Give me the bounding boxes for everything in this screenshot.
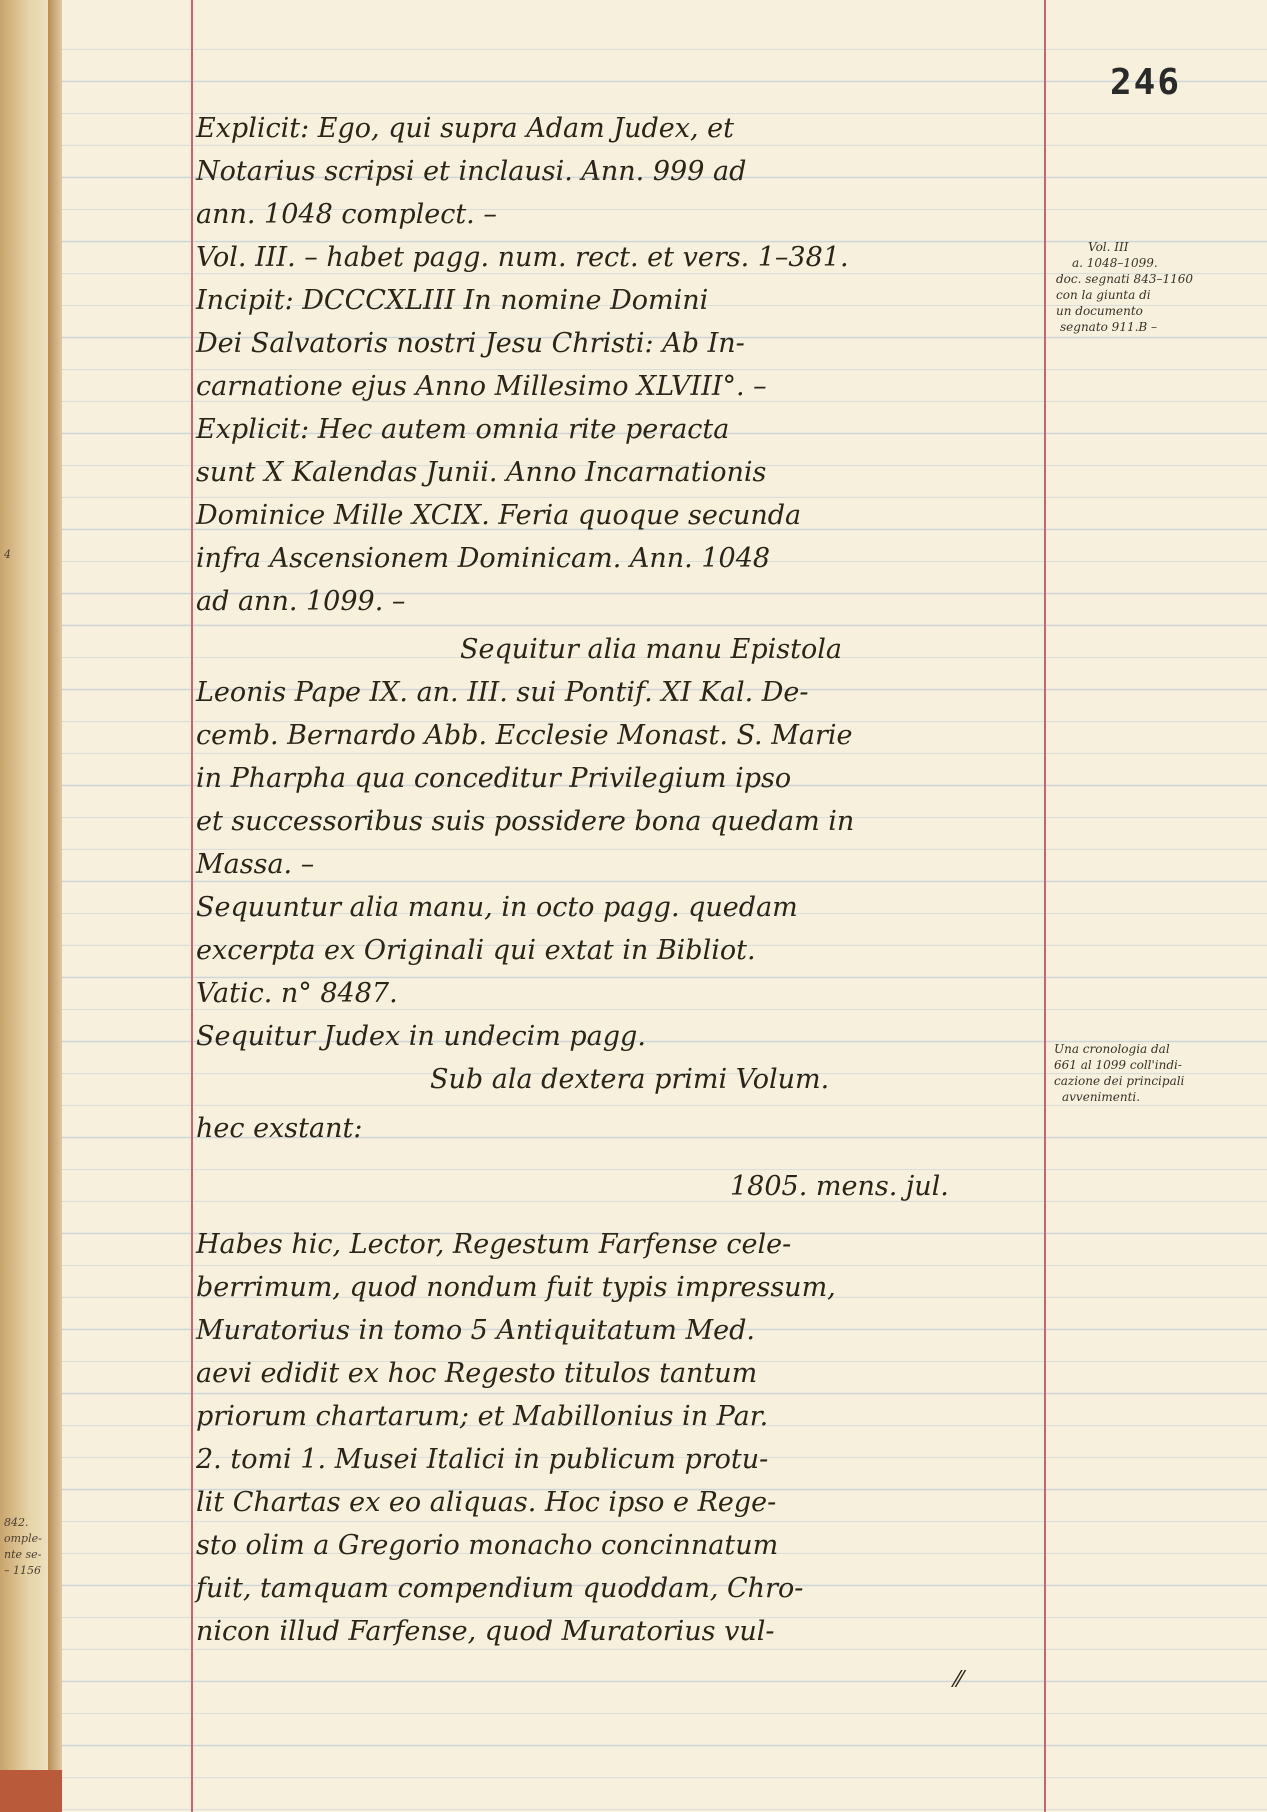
text-line: berrimum, quod nondum fuit typis impressum, — [196, 1272, 836, 1303]
left-margin-rule — [191, 0, 193, 1812]
text-line: Habes hic, Lector, Regestum Farfense cele- — [196, 1229, 792, 1260]
text-line: Explicit: Ego, qui supra Adam Judex, et — [196, 113, 734, 144]
text-line: sunt X Kalendas Junii. Anno Incarnationis — [196, 457, 767, 488]
text-line: fuit, tamquam compendium quoddam, Chro- — [196, 1573, 804, 1604]
page-number: 246 — [1110, 62, 1182, 103]
text-line: 2. tomi 1. Musei Italici in publicum protu- — [196, 1444, 769, 1475]
text-line: Dei Salvatoris nostri Jesu Christi: Ab In- — [196, 328, 745, 359]
text-line: Incipit: DCCCXLIII In nomine Domini — [196, 285, 709, 316]
text-line: excerpta ex Originali qui extat in Bibliot. — [196, 935, 756, 966]
left-edge-fragment: – 1156 — [4, 1564, 41, 1577]
binding-corner — [0, 1770, 62, 1812]
text-line: et successoribus suis possidere bona quedam in — [196, 806, 855, 837]
text-line: in Pharpha qua conceditur Privilegium ipso — [196, 763, 792, 794]
margin-note-line: doc. segnati 843–1160 — [1056, 272, 1193, 286]
text-line: Sub ala dextera primi Volum. — [430, 1064, 830, 1095]
left-edge-fragment: nte se- — [4, 1548, 42, 1561]
margin-note-line: avvenimenti. — [1062, 1090, 1141, 1104]
margin-note-line: Una cronologia dal — [1054, 1042, 1170, 1056]
text-line: priorum chartarum; et Mabillonius in Par. — [196, 1401, 769, 1432]
end-mark: ⁄⁄ — [955, 1668, 963, 1693]
right-margin-rule — [1044, 0, 1046, 1812]
margin-note-line: cazione dei principali — [1054, 1074, 1185, 1088]
text-line: lit Chartas ex eo aliquas. Hoc ipso e Rege- — [196, 1487, 777, 1518]
text-line: Sequuntur alia manu, in octo pagg. quedam — [196, 892, 798, 923]
text-line: aevi edidit ex hoc Regesto titulos tantum — [196, 1358, 758, 1389]
text-line: Sequitur alia manu Epistola — [460, 634, 842, 665]
margin-note-line: 661 al 1099 coll'indi- — [1054, 1058, 1182, 1072]
text-line: Muratorius in tomo 5 Antiquitatum Med. — [196, 1315, 755, 1346]
text-line: cemb. Bernardo Abb. Ecclesie Monast. S. Marie — [196, 720, 853, 751]
margin-note-line: segnato 911.B – — [1060, 320, 1158, 334]
text-line: Notarius scripsi et inclausi. Ann. 999 ad — [196, 156, 747, 187]
text-line: nicon illud Farfense, quod Muratorius vul- — [196, 1616, 775, 1647]
left-edge-fragment: 842. — [4, 1516, 29, 1529]
text-line: carnatione ejus Anno Millesimo XLVIII°. – — [196, 371, 767, 402]
left-edge-fragment: omple- — [4, 1532, 42, 1545]
text-line: Sequitur Judex in undecim pagg. — [196, 1021, 646, 1052]
text-line: ad ann. 1099. – — [196, 586, 406, 617]
margin-note-line: a. 1048–1099. — [1072, 256, 1158, 270]
margin-note-line: un documento — [1056, 304, 1143, 318]
margin-note-line: con la giunta di — [1056, 288, 1151, 302]
margin-note-line: Vol. III — [1088, 240, 1129, 254]
text-line: Leonis Pape IX. an. III. sui Pontif. XI Kal. De- — [196, 677, 809, 708]
text-line: Dominice Mille XCIX. Feria quoque secunda — [196, 500, 802, 531]
text-line: hec exstant: — [196, 1113, 363, 1144]
text-line: ann. 1048 complect. – — [196, 199, 497, 230]
left-edge-fragment: 4 — [4, 548, 11, 561]
text-line: sto olim a Gregorio monacho concinnatum — [196, 1530, 779, 1561]
text-line: Explicit: Hec autem omnia rite peracta — [196, 414, 730, 445]
text-line: infra Ascensionem Dominicam. Ann. 1048 — [196, 543, 771, 574]
text-line: Vol. III. – habet pagg. num. rect. et vers. 1–381. — [196, 242, 849, 273]
text-line: Massa. – — [196, 849, 315, 880]
text-line: 1805. mens. jul. — [730, 1171, 949, 1202]
text-line: Vatic. n° 8487. — [196, 978, 398, 1009]
